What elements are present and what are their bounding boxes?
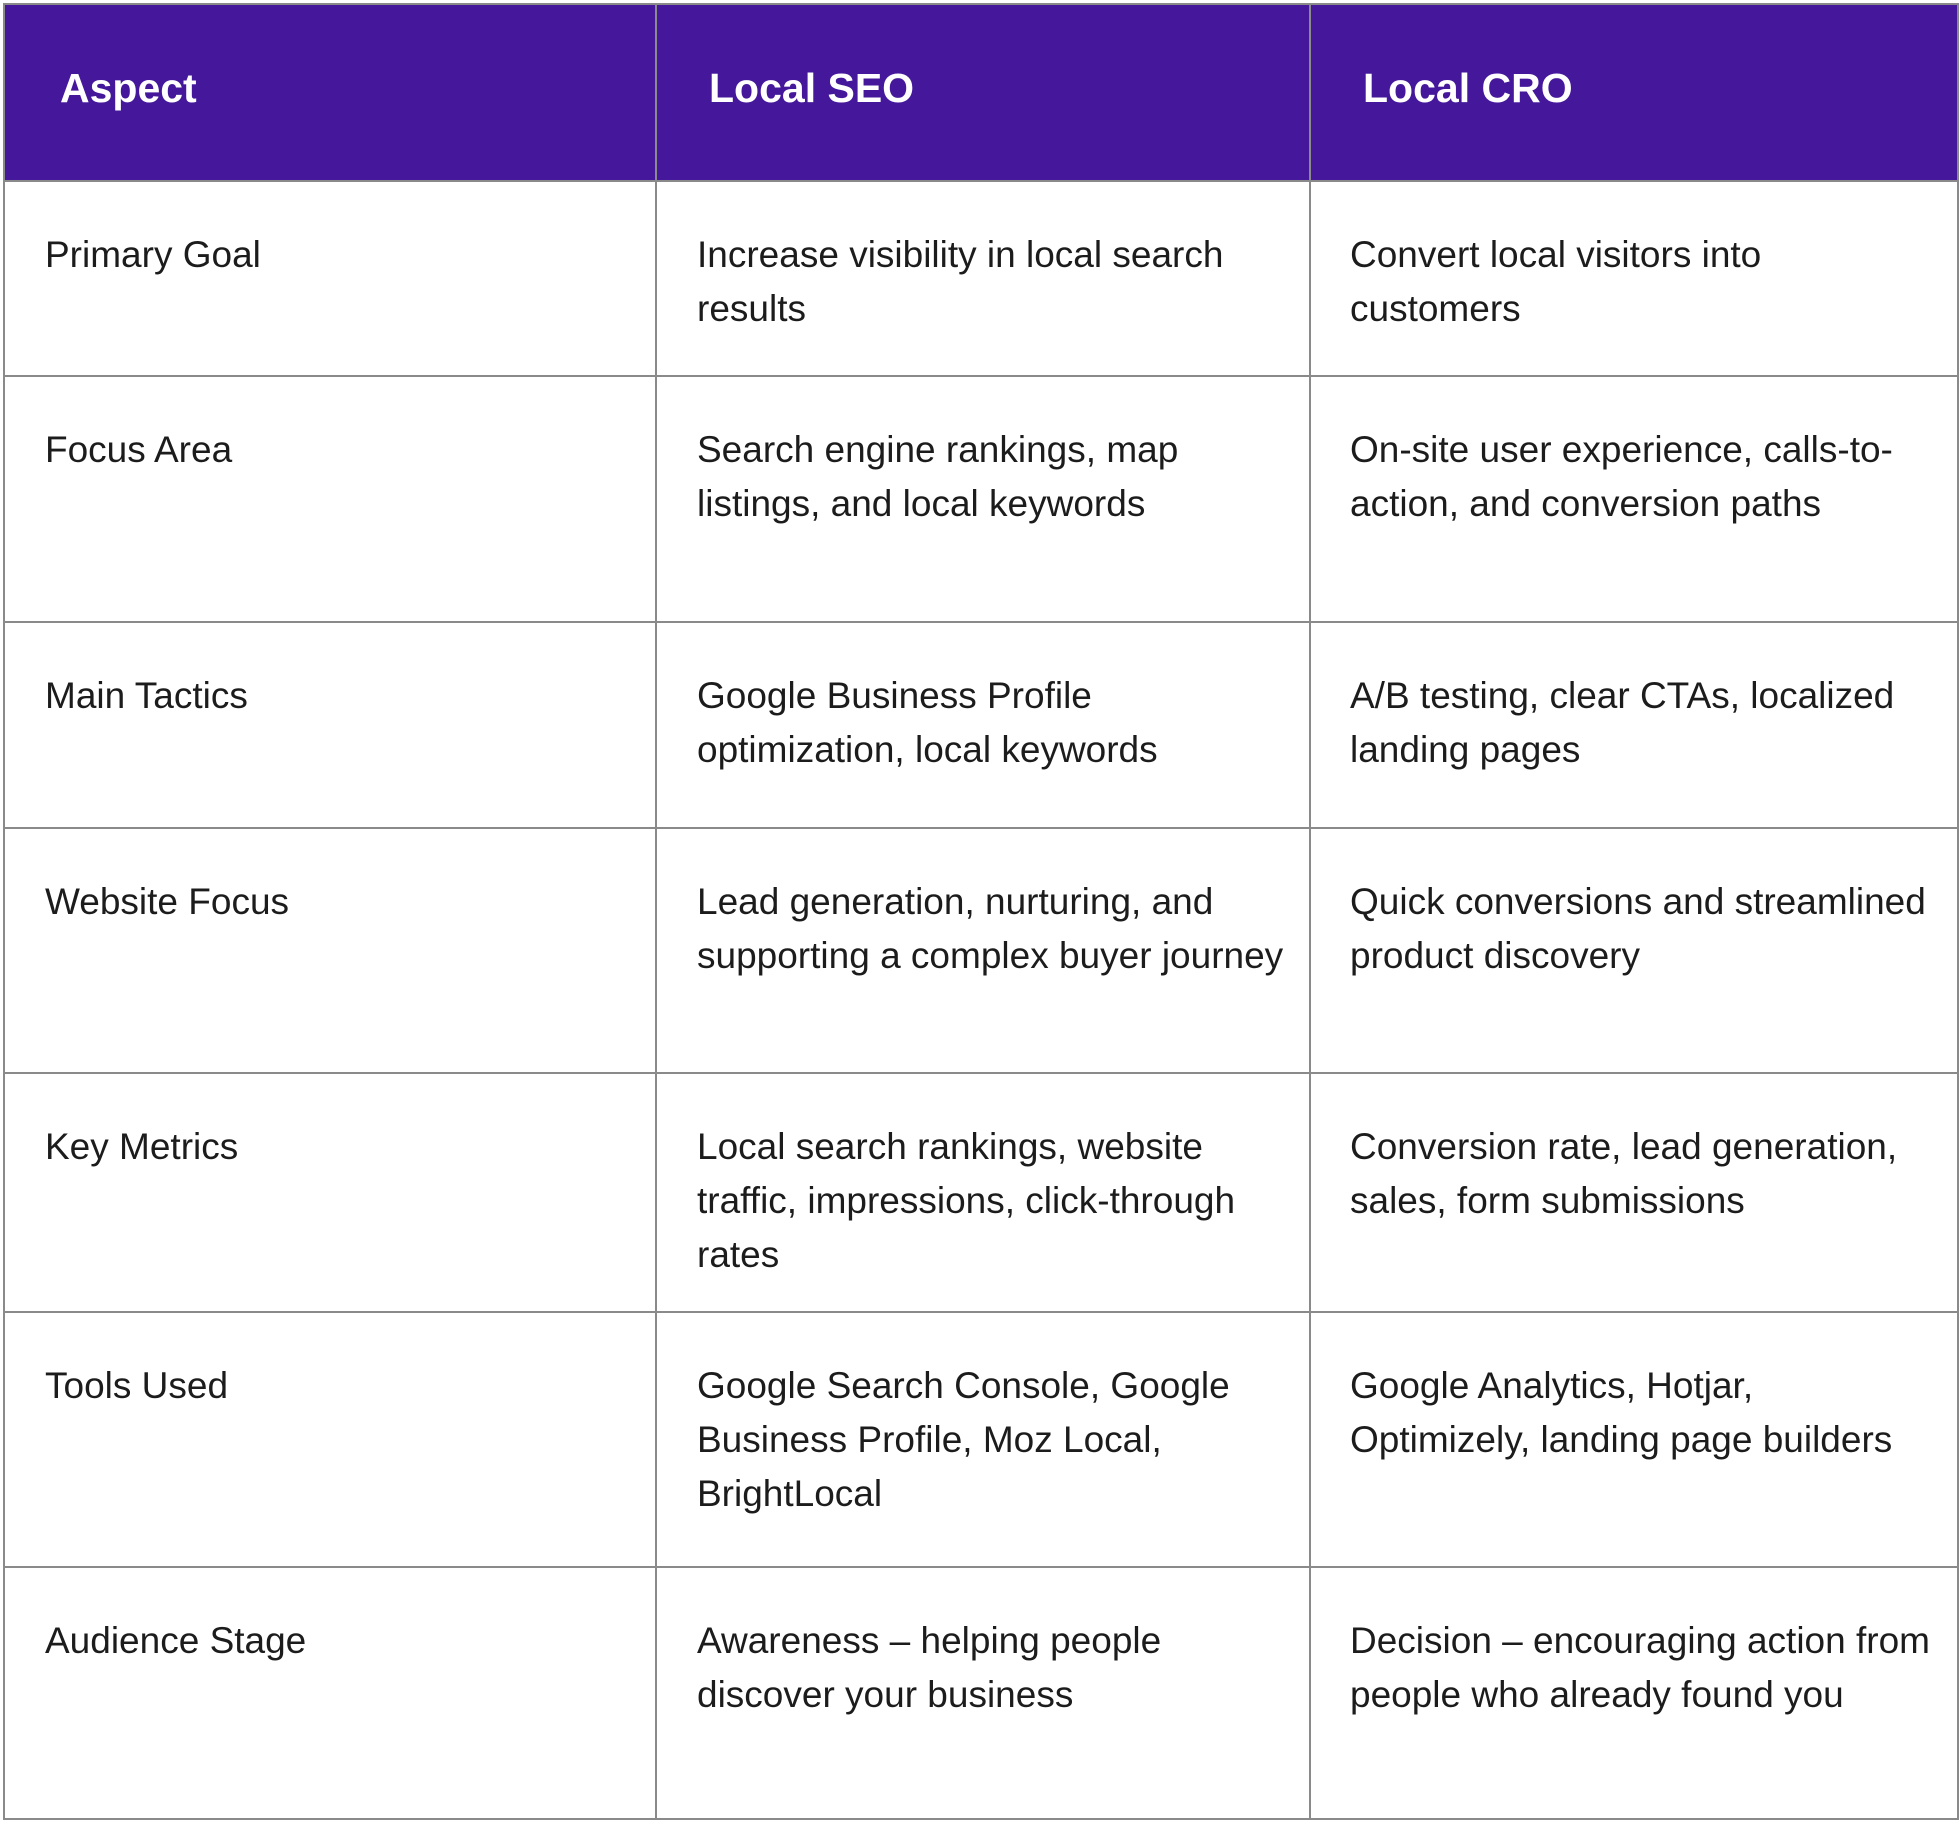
seo-vs-cro-comparison-table <box>3 3 1959 1820</box>
local-cro-cell: Conversion rate, lead generation, sales, form submissions <box>1310 1073 1958 1312</box>
header-row <box>4 4 1958 181</box>
table-row <box>4 376 1958 622</box>
local-cro-cell: Convert local visitors into customers <box>1310 181 1958 376</box>
header-aspect: Aspect <box>4 4 656 181</box>
table-row <box>4 181 1958 376</box>
local-cro-cell: Quick conversions and streamlined product discovery <box>1310 828 1958 1073</box>
aspect-cell: Audience Stage <box>4 1567 656 1819</box>
table-row <box>4 622 1958 828</box>
local-seo-cell: Lead generation, nurturing, and supporting a complex buyer journey <box>656 828 1310 1073</box>
local-seo-cell: Google Search Console, Google Business Profile, Moz Local, BrightLocal <box>656 1312 1310 1567</box>
local-seo-cell: Search engine rankings, map listings, and local keywords <box>656 376 1310 622</box>
aspect-cell: Main Tactics <box>4 622 656 828</box>
local-cro-cell: Google Analytics, Hotjar, Optimizely, landing page builders <box>1310 1312 1958 1567</box>
table-row <box>4 1073 1958 1312</box>
table-body <box>4 181 1958 1819</box>
aspect-cell: Primary Goal <box>4 181 656 376</box>
aspect-cell: Website Focus <box>4 828 656 1073</box>
local-cro-cell: On-site user experience, calls-to-action, and conversion paths <box>1310 376 1958 622</box>
local-seo-cell: Local search rankings, website traffic, impressions, click-through rates <box>656 1073 1310 1312</box>
local-seo-cell: Google Business Profile optimization, local keywords <box>656 622 1310 828</box>
table-row <box>4 828 1958 1073</box>
header-local-seo: Local SEO <box>656 4 1310 181</box>
aspect-cell: Focus Area <box>4 376 656 622</box>
table-row <box>4 1567 1958 1819</box>
local-cro-cell: Decision – encouraging action from people who already found you <box>1310 1567 1958 1819</box>
aspect-cell: Key Metrics <box>4 1073 656 1312</box>
aspect-cell: Tools Used <box>4 1312 656 1567</box>
local-cro-cell: A/B testing, clear CTAs, localized landing pages <box>1310 622 1958 828</box>
local-seo-cell: Awareness – helping people discover your business <box>656 1567 1310 1819</box>
local-seo-cell: Increase visibility in local search results <box>656 181 1310 376</box>
comparison-table-container <box>3 3 1957 1818</box>
header-local-cro: Local CRO <box>1310 4 1958 181</box>
table-header <box>4 4 1958 181</box>
table-row <box>4 1312 1958 1567</box>
